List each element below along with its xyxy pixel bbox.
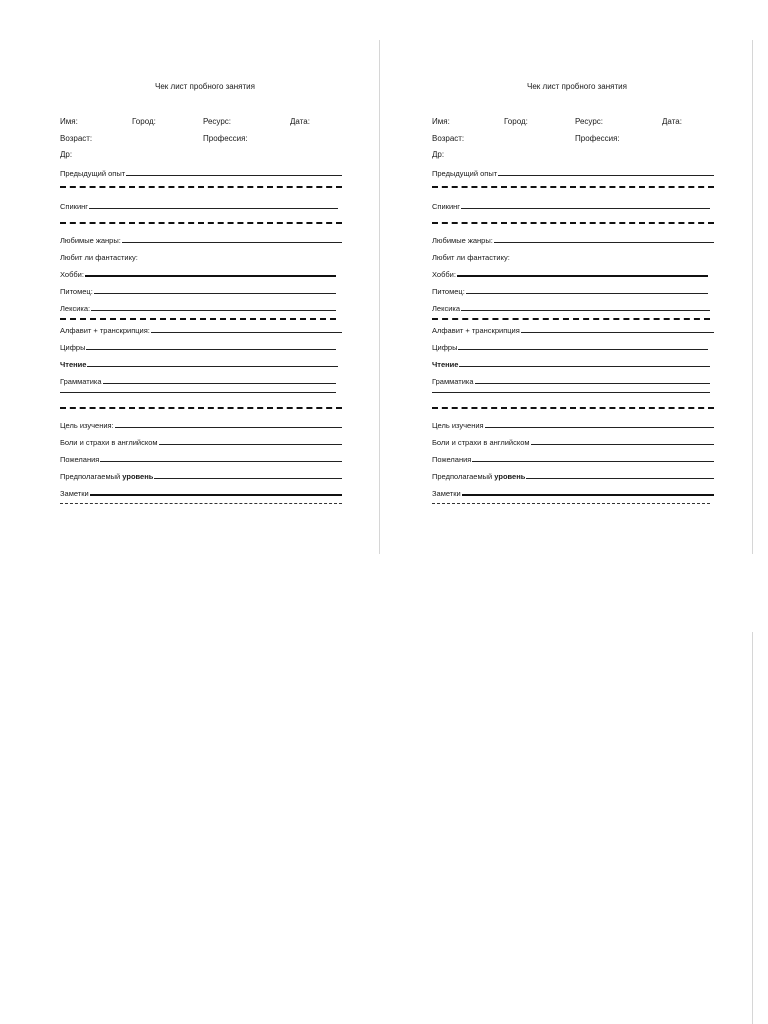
prev-experience-field[interactable]: [60, 167, 342, 178]
prev-experience-field[interactable]: [432, 167, 714, 178]
date-label: Дата:: [662, 117, 682, 126]
page-divider-bottom: [752, 632, 753, 1024]
field-rule: [432, 222, 714, 224]
header-row-1: [432, 117, 722, 129]
likes-fantasy-field: [60, 251, 180, 262]
hobby-field[interactable]: [432, 268, 708, 279]
hobby-field[interactable]: [60, 268, 336, 279]
likes-fantasy-label: Любит ли фантастику:: [432, 253, 510, 262]
numbers-label: Цифры: [432, 343, 458, 352]
field-rule: [60, 222, 342, 224]
grammar-field[interactable]: [432, 375, 710, 386]
vocab-field[interactable]: [60, 302, 336, 313]
sheet-title: Чек лист пробного занятия: [155, 82, 255, 91]
pet-label: Питомец:: [60, 287, 93, 296]
speaking-label: Спикинг: [432, 202, 461, 211]
vocab-label: Лексика:: [60, 304, 91, 313]
speaking-field[interactable]: [432, 200, 710, 211]
level-field[interactable]: [432, 470, 714, 481]
notes-label: Заметки: [432, 489, 461, 498]
pains-field[interactable]: [60, 436, 342, 447]
speaking-label: Спикинг: [60, 202, 89, 211]
resource-label: Ресурс:: [575, 117, 604, 126]
page-divider-left: [379, 40, 380, 554]
numbers-label: Цифры: [60, 343, 86, 352]
field-rule: [60, 186, 342, 188]
prev-experience-label: Предыдущий опыт: [432, 169, 498, 178]
wishes-field[interactable]: [60, 453, 342, 464]
numbers-field[interactable]: [60, 341, 336, 352]
hobby-label: Хобби:: [432, 270, 456, 279]
grammar-label: Грамматика: [60, 377, 102, 386]
goal-field[interactable]: [432, 419, 714, 430]
field-rule: [60, 407, 342, 409]
field-rule: [432, 318, 710, 320]
goal-label: Цель изучения: [432, 421, 484, 430]
city-label: Город:: [132, 117, 156, 126]
notes-field[interactable]: [432, 487, 714, 498]
wishes-label: Пожелания: [60, 455, 100, 464]
dr-label: Др:: [432, 150, 445, 159]
date-label: Дата:: [290, 117, 310, 126]
field-rule: [60, 503, 342, 504]
vocab-field[interactable]: [432, 302, 710, 313]
age-label: Возраст:: [432, 134, 465, 143]
name-label: Имя:: [60, 117, 78, 126]
fav-genres-field[interactable]: [432, 234, 714, 245]
header-row-1: [60, 117, 350, 129]
pains-label: Боли и страхи в английском: [432, 438, 530, 447]
age-label: Возраст:: [60, 134, 93, 143]
fav-genres-field[interactable]: [60, 234, 342, 245]
header-row-2: [60, 134, 350, 146]
alphabet-label: Алфавит + транскрипция: [432, 326, 520, 335]
likes-fantasy-label: Любит ли фантастику:: [60, 253, 138, 262]
numbers-field[interactable]: [432, 341, 708, 352]
speaking-field[interactable]: [60, 200, 338, 211]
field-rule: [432, 186, 714, 188]
grammar-label: Грамматика: [432, 377, 474, 386]
prev-experience-label: Предыдущий опыт: [60, 169, 126, 178]
reading-label: Чтение: [60, 360, 87, 369]
reading-field[interactable]: [60, 358, 338, 369]
pet-field[interactable]: [60, 285, 336, 296]
alphabet-field[interactable]: [60, 324, 342, 335]
sheet-title: Чек лист пробного занятия: [527, 82, 627, 91]
profession-label: Профессия:: [575, 134, 620, 143]
page-divider-right: [752, 40, 753, 554]
field-rule: [432, 392, 710, 393]
dr-label: Др:: [60, 150, 73, 159]
pains-label: Боли и страхи в английском: [60, 438, 158, 447]
level-label: Предполагаемый уровень: [60, 472, 154, 481]
goal-label: Цель изучения:: [60, 421, 114, 430]
vocab-label: Лексика: [432, 304, 461, 313]
header-row-2: [432, 134, 722, 146]
field-rule: [432, 503, 710, 504]
goal-field[interactable]: [60, 419, 342, 430]
field-rule: [60, 392, 336, 393]
level-label: Предполагаемый уровень: [432, 472, 526, 481]
profession-label: Профессия:: [203, 134, 248, 143]
field-rule: [432, 407, 714, 409]
notes-label: Заметки: [60, 489, 89, 498]
field-rule: [60, 318, 336, 320]
fav-genres-label: Любимые жанры:: [60, 236, 121, 245]
wishes-label: Пожелания: [432, 455, 472, 464]
pains-field[interactable]: [432, 436, 714, 447]
name-label: Имя:: [432, 117, 450, 126]
city-label: Город:: [504, 117, 528, 126]
alphabet-label: Алфавит + транскрипция:: [60, 326, 150, 335]
pet-label: Питомец:: [432, 287, 465, 296]
reading-label: Чтение: [432, 360, 459, 369]
level-field[interactable]: [60, 470, 342, 481]
likes-fantasy-field: [432, 251, 552, 262]
pet-field[interactable]: [432, 285, 708, 296]
grammar-field[interactable]: [60, 375, 336, 386]
fav-genres-label: Любимые жанры:: [432, 236, 493, 245]
reading-field[interactable]: [432, 358, 710, 369]
resource-label: Ресурс:: [203, 117, 232, 126]
wishes-field[interactable]: [432, 453, 714, 464]
notes-field[interactable]: [60, 487, 342, 498]
alphabet-field[interactable]: [432, 324, 714, 335]
hobby-label: Хобби:: [60, 270, 84, 279]
